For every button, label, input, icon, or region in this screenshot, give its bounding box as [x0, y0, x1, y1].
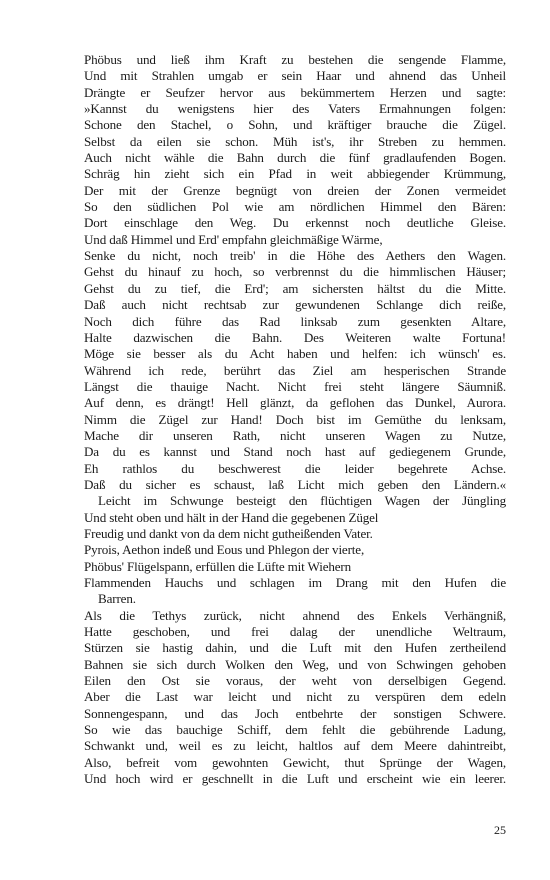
verse-line: Halte dazwischen die Bahn. Des Weiteren walte Fortuna! [84, 329, 506, 345]
verse-line: Dort einschlage den Weg. Du erkennst noch deutliche Gleise. [84, 215, 506, 231]
verse-line: Daß du sicher es schaust, laß Licht mich geben den Ländern.« [84, 476, 506, 492]
verse-line: Stürzen sie hastig dahin, und die Luft mit den Hufen zertheilend [84, 640, 506, 656]
verse-line: Der mit der Grenze begnügt von dreien der Zonen vermeidet [84, 182, 506, 198]
verse-line: So wie das bauchige Schiff, dem fehlt die gebührende Ladung, [84, 722, 506, 738]
verse-line: Gehst du zu tief, die Erd'; am sichersten hältst du die Mitte. [84, 280, 506, 296]
verse-line: Noch dich führe das Rad linksab zum gesenkten Altare, [84, 313, 506, 329]
verse-line: Schräg hin zieht sich ein Pfad in weit abbiegender Krümmung, [84, 166, 506, 182]
page-number: 25 [494, 823, 506, 837]
verse-line: Flammenden Hauchs und schlagen im Drang mit den Hufen die [84, 575, 506, 590]
verse-line: Schwankt und, weil es zu leicht, haltlos auf dem Meere dahintreibt, [84, 738, 506, 754]
verse-line: Barren. [98, 591, 136, 607]
verse-text [84, 52, 506, 787]
verse-line: Leicht im Schwunge besteigt den flüchtigen Wagen der Jüngling [98, 493, 506, 509]
verse-line: So den südlichen Pol wie am nördlichen Himmel den Bären: [84, 199, 506, 215]
verse-line: Phöbus' Flügelspann, erfüllen die Lüfte mit Wiehern [84, 558, 352, 574]
verse-line: Also, befreit vom gewohnten Gewicht, thut Sprünge der Wagen, [84, 754, 506, 770]
verse-line: Sonnengespann, und das Joch entbehrte der sonstigen Schwere. [84, 705, 506, 721]
verse-line: Phöbus und ließ ihm Kraft zu bestehen die sengende Flamme, [84, 52, 506, 67]
verse-line: Freudig und dankt von da dem nicht gutheißenden Vater. [84, 525, 373, 541]
verse-line: Selbst da eilen sie schon. Müh ist's, ihr Streben zu hemmen. [84, 133, 506, 149]
verse-line: Pyrois, Aethon indeß und Eous und Phlegon der vierte, [84, 542, 365, 558]
verse-line: Daß auch nicht rechtsab zur gewundenen Schlange dich reiße, [84, 297, 506, 313]
verse-line: Eilen den Ost sie voraus, der weht von derselbigen Gegend. [84, 673, 506, 689]
verse-line: Und mit Strahlen umgab er sein Haar und ahnend das Unheil [84, 68, 506, 84]
verse-line: Während ich rede, berührt das Ziel am hesperischen Strande [84, 362, 506, 378]
verse-line: Und daß Himmel und Erd' empfahn gleichmäßige Wärme, [84, 231, 383, 247]
verse-line: Eh rathlos du beschwerest die leider begehrete Achse. [84, 460, 506, 476]
verse-line: Mache dir unseren Rath, nicht unseren Wagen zu Nutze, [84, 427, 506, 443]
verse-line: Auch nicht wähle die Bahn durch die fünf gradlaufenden Bogen. [84, 150, 506, 166]
verse-line: Hatte geschoben, und frei dalag der unendliche Weltraum, [84, 624, 506, 640]
verse-line: Drängte er Seufzer hervor aus bekümmertem Herzen und sagte: [84, 84, 506, 100]
verse-line: Aber die Last war leicht und nicht zu verspüren dem edeln [84, 689, 506, 705]
verse-line: Auf denn, es drängt! Hell glänzt, da geflohen das Dunkel, Aurora. [84, 395, 506, 411]
verse-line: Und steht oben und hält in der Hand die gegebenen Zügel [84, 509, 379, 525]
verse-line: Bahnen sie sich durch Wolken den Weg, und von Schwingen gehoben [84, 656, 506, 672]
verse-line: Und hoch wird er geschnellt in die Luft und erscheint wie ein leerer. [84, 771, 506, 787]
verse-line: »Kannst du wenigstens hier des Vaters Ermahnungen folgen: [84, 101, 506, 117]
verse-line: Nimm die Zügel zur Hand! Doch bist im Gemüthe du lenksam, [84, 411, 506, 427]
verse-line: Gehst du hinauf zu hoch, so verbrennst du die himmlischen Häuser; [84, 264, 506, 280]
verse-line: Längst die thauige Nacht. Nicht frei steht längere Säumniß. [84, 378, 506, 394]
verse-line: Da du es kannst und Stand noch hast auf gediegenem Grunde, [84, 444, 506, 460]
verse-line: Senke du nicht, noch treib' in die Höhe des Aethers den Wagen. [84, 248, 506, 264]
verse-line: Möge sie besser als du Acht haben und helfen: ich wünsch' es. [84, 346, 506, 362]
verse-line: Schone den Stachel, o Sohn, und kräftiger brauche die Zügel. [84, 117, 506, 133]
verse-line: Als die Tethys zurück, nicht ahnend des Enkels Verhängniß, [84, 607, 506, 623]
